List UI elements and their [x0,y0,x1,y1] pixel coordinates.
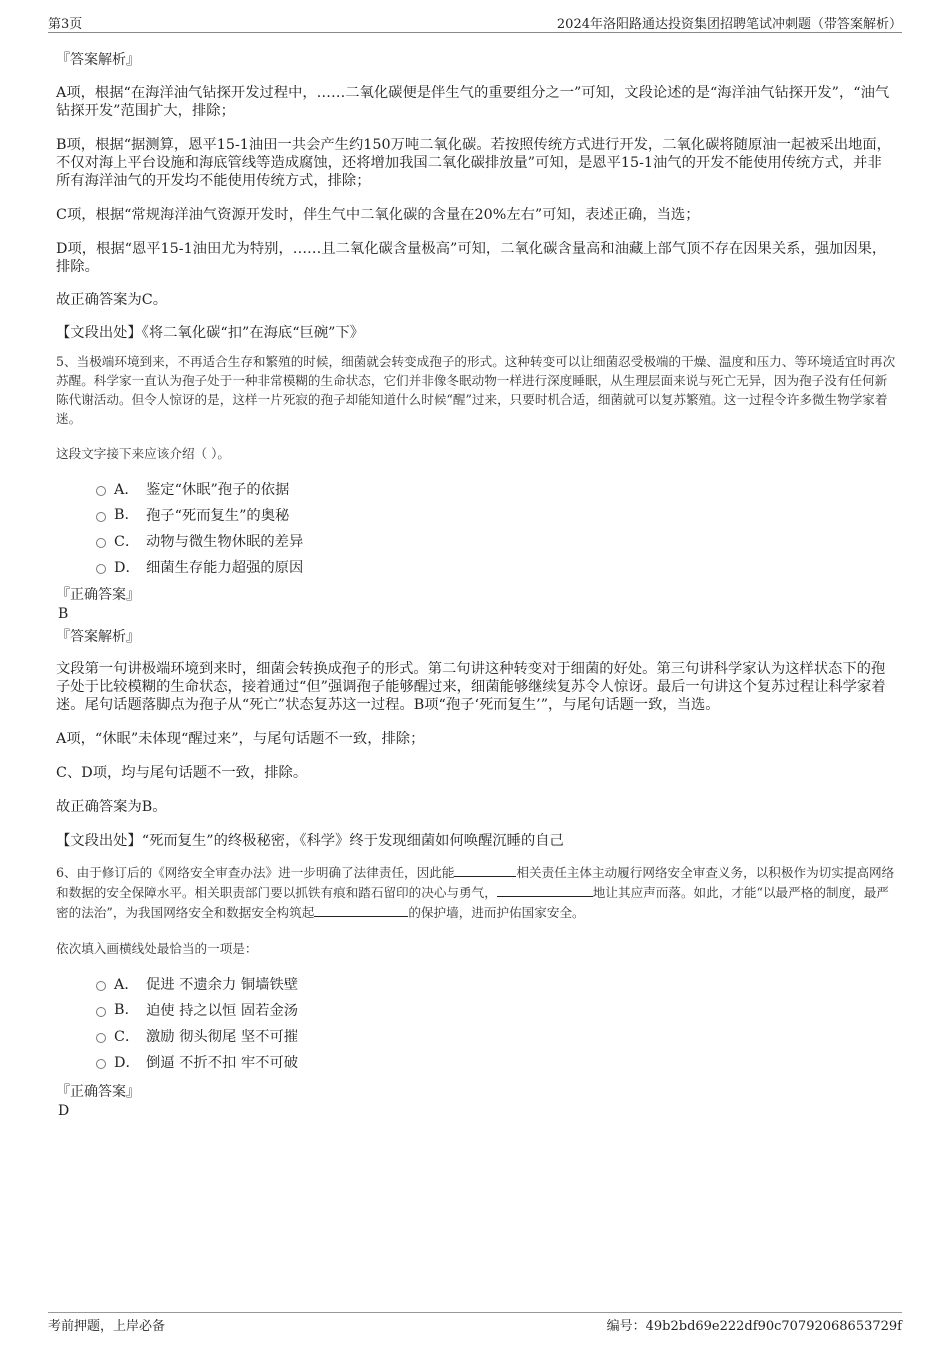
option-a[interactable]: A． 促进 不遗余力 铜墙铁壁 [96,971,896,997]
correct-answer-label: 『正确答案』 [56,1084,140,1100]
analysis-paragraph-b: B项，根据“据测算，恩平15-1油田一共会产生约150万吨二氧化碳。若按照传统方式进行开发，二氧化碳将随原油一起被采出地面，不仅对海上平台设施和海底管线等造成腐蚀，还将增加我国二氧化碳排放量”可知，是恩平15-1油气的开发不能使用传统方式，并非所有海洋油气的开发均不能使用传统方式，排除； [56,137,891,189]
option-d[interactable]: D． 细菌生存能力超强的原因 [96,554,896,580]
option-c[interactable]: C． 动物与微生物休眠的差异 [96,528,896,554]
source-citation: 【文段出处】《将二氧化碳“扣”在海底“巨碗”下》 [56,325,365,341]
radio-icon[interactable] [96,981,106,991]
question-5-text: 5、当极端环境到来，不再适合生存和繁殖的时候，细菌就会转变成孢子的形式。这种转变可以让细菌忍受极端的干燥、温度和压力、等环境适宜时再次苏醒。科学家一直认为孢子处于一种非常模糊的生命状态，它们并非像冬眠动物一样进行深度睡眠，从生理层面来说与死亡无异，因为孢子没有任何新陈代谢活动。但令人惊讶的是，这样一片死寂的孢子却能知道什么时候“醒”过来，只要时机合适，细菌就可以复苏繁殖。这一过程令许多微生物学家着迷。 [56,354,896,426]
analysis-label: 『答案解析』 [56,629,140,645]
document-id: 编号：49b2bd69e222df90c70792068653729f [606,1318,902,1334]
question-6-options [96,971,896,1075]
radio-icon[interactable] [96,486,106,496]
analysis-paragraph-a: A项，“休眠”未体现“醒过来”，与尾句话题不一致，排除； [56,731,425,747]
analysis-paragraph: 文段第一句讲极端环境到来时，细菌会转换成孢子的形式。第二句讲这种转变对于细菌的好处。第三句讲科学家认为这样状态下的孢子处于比较模糊的生命状态，接着通过“但”强调孢子能够醒过来，细菌能够继续复苏令人惊讶。最后一句讲这个复苏过程让科学家着迷。尾句话题落脚点为孢子从“死亡”状态复苏这一过程。B项“孢子‘死而复生’”，与尾句话题一致，当选。 [56,661,886,713]
correct-answer-label: 『正确答案』 [56,587,140,603]
document-title: 2024年洛阳路通达投资集团招聘笔试冲刺题（带答案解析） [556,17,902,32]
radio-icon[interactable] [96,538,106,548]
radio-icon[interactable] [96,564,106,574]
conclusion: 故正确答案为C。 [56,292,168,308]
analysis-paragraph-d: D项，根据“恩平15-1油田尤为特别，……且二氧化碳含量极高”可知，二氧化碳含量高和油藏上部气顶不存在因果关系，强加因果，排除。 [56,241,887,275]
option-b[interactable]: B. 迫使 持之以恒 固若金汤 [96,997,896,1023]
question-5-prompt: 这段文字接下来应该介绍（ ）。 [56,446,231,461]
option-c[interactable]: C． 激励 彻头彻尾 坚不可摧 [96,1023,896,1049]
page-header [48,12,902,33]
question-5-options [96,476,896,580]
radio-icon[interactable] [96,512,106,522]
source-citation: 【文段出处】“死而复生”的终极秘密，《科学》终于发现细菌如何唤醒沉睡的自己 [56,833,564,849]
page-number: 第3页 [48,17,83,32]
question-6-prompt: 依次填入画横线处最恰当的一项是： [56,941,258,956]
correct-answer: B [58,606,69,622]
correct-answer: D [58,1103,70,1119]
page-footer [48,1312,902,1335]
option-b[interactable]: B. 孢子“死而复生”的奥秘 [96,502,896,528]
option-d[interactable]: D． 倒逼 不折不扣 牢不可破 [96,1049,896,1075]
analysis-paragraph-a: A项，根据“在海洋油气钻探开发过程中，……二氧化碳便是伴生气的重要组分之一”可知，文段论述的是“海洋油气钻探开发”，“油气钻探开发”范围扩大，排除； [56,85,890,119]
question-6-text: 6、由于修订后的《网络安全审查办法》进一步明确了法律责任，因此能 相关责任主体主动履行网络安全审查义务，以积极作为切实提高网络和数据的安全保障水平。相关职责部门要以抓铁有痕和踏石留印的决心与勇气， 地让其应声而落。如此，才能“以最严格的制度，最严密的法治”，为我国网络安全和数据安全构筑起 的保护墙，进而护佑国家安全。 [56,862,896,922]
radio-icon[interactable] [96,1059,106,1069]
option-a[interactable]: A． 鉴定“休眠”孢子的依据 [96,476,896,502]
page-content [56,45,896,1119]
footer-slogan: 考前押题，上岸必备 [48,1318,166,1334]
fill-blank-2[interactable] [497,882,593,897]
fill-blank-1[interactable] [454,862,516,877]
analysis-label: 『答案解析』 [56,52,140,68]
radio-icon[interactable] [96,1007,106,1017]
analysis-paragraph-cd: C、D项，均与尾句话题不一致，排除。 [56,765,308,781]
radio-icon[interactable] [96,1033,106,1043]
conclusion: 故正确答案为B。 [56,799,167,815]
fill-blank-3[interactable] [314,902,408,917]
analysis-paragraph-c: C项，根据“常规海洋油气资源开发时，伴生气中二氧化碳的含量在20%左右”可知，表述正确，当选； [56,207,700,223]
